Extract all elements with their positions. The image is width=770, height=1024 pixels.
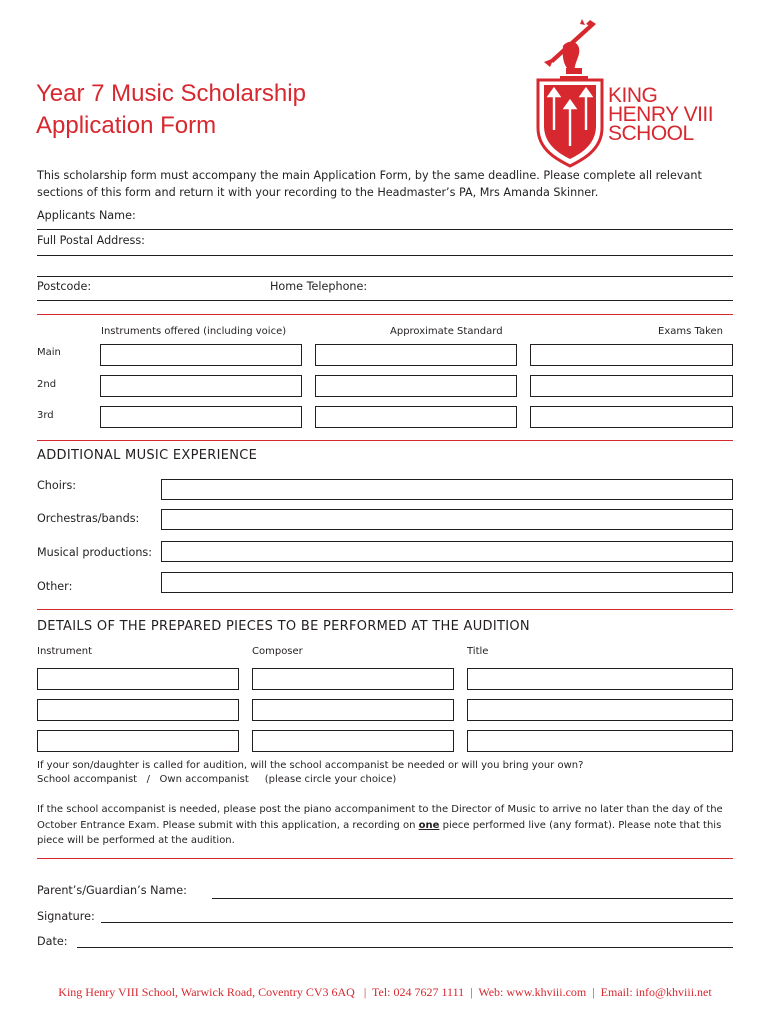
- school-name-line-2: HENRY VIII: [608, 103, 714, 126]
- school-name-line-1: KING: [608, 84, 658, 107]
- school-name-line-3: SCHOOL: [608, 122, 694, 145]
- signature-label: Signature:: [37, 910, 95, 923]
- piece-1-title-input[interactable]: [467, 668, 733, 690]
- other-label: Other:: [37, 580, 73, 593]
- piece-2-title-input[interactable]: [467, 699, 733, 721]
- postal-address-label: Full Postal Address:: [37, 234, 145, 247]
- date-line[interactable]: [77, 947, 733, 948]
- section-divider: [37, 440, 733, 441]
- piece-3-composer-input[interactable]: [252, 730, 454, 752]
- piece-2-instrument-input[interactable]: [37, 699, 239, 721]
- section-divider: [37, 609, 733, 610]
- piece-title-header: Title: [467, 646, 489, 657]
- postcode-telephone-line[interactable]: [37, 300, 733, 301]
- accompaniment-text-part-1: If the school accompanist is needed, please post the piano accompaniment to the Director of Music to arrive no later than the day of the October Entrance Exam. Please submit with this application, a recording on: [37, 804, 723, 831]
- postcode-label: Postcode:: [37, 280, 92, 293]
- guardian-name-line[interactable]: [212, 898, 733, 899]
- choirs-input[interactable]: [161, 479, 733, 500]
- school-name-wordmark: [608, 86, 713, 143]
- guardian-name-label: Parent’s/Guardian’s Name:: [37, 884, 187, 897]
- piece-1-instrument-input[interactable]: [37, 668, 239, 690]
- signature-line[interactable]: [101, 922, 733, 923]
- main-exams-input[interactable]: [530, 344, 733, 366]
- main-standard-input[interactable]: [315, 344, 517, 366]
- title-line-1: Year 7 Music Scholarship: [36, 80, 306, 107]
- second-instrument-input[interactable]: [100, 375, 302, 397]
- piece-1-composer-input[interactable]: [252, 668, 454, 690]
- piece-composer-header: Composer: [252, 646, 303, 657]
- productions-label: Musical productions:: [37, 546, 153, 559]
- prepared-pieces-heading: DETAILS OF THE PREPARED PIECES TO BE PERFORMED AT THE AUDITION: [37, 619, 530, 634]
- intro-paragraph: This scholarship form must accompany the main Application Form, by the same deadline. Please complete all relevant sections of this form and return it with your recording to the Headmaster’s PA, Mrs Amanda Skinner.: [37, 169, 702, 199]
- standard-col-header: Approximate Standard: [390, 326, 503, 337]
- crest-shield-icon: [538, 80, 602, 166]
- section-divider: [37, 314, 733, 315]
- piece-2-composer-input[interactable]: [252, 699, 454, 721]
- section-divider: [37, 858, 733, 859]
- accompanist-options[interactable]: School accompanist / Own accompanist (please circle your choice): [37, 774, 397, 785]
- postal-address-line-2[interactable]: [37, 276, 733, 277]
- applicant-name-label: Applicants Name:: [37, 209, 136, 222]
- instrument-row-label-3rd: 3rd: [37, 410, 54, 421]
- choirs-label: Choirs:: [37, 479, 77, 492]
- page-title: [36, 78, 366, 142]
- third-exams-input[interactable]: [530, 406, 733, 428]
- second-exams-input[interactable]: [530, 375, 733, 397]
- date-label: Date:: [37, 935, 68, 948]
- piece-3-title-input[interactable]: [467, 730, 733, 752]
- crest-bird-icon: [544, 19, 596, 81]
- third-standard-input[interactable]: [315, 406, 517, 428]
- third-instrument-input[interactable]: [100, 406, 302, 428]
- accompaniment-text-part-2: piece performed live (any format). Please note that this piece will be performed at the audition.: [37, 819, 722, 846]
- second-standard-input[interactable]: [315, 375, 517, 397]
- instrument-row-label-2nd: 2nd: [37, 379, 57, 390]
- exams-col-header: Exams Taken: [658, 326, 723, 337]
- piece-instrument-header: Instrument: [37, 646, 93, 657]
- applicant-name-line[interactable]: [37, 229, 733, 230]
- orchestras-label: Orchestras/bands:: [37, 512, 140, 525]
- piece-3-instrument-input[interactable]: [37, 730, 239, 752]
- footer-contact: King Henry VIII School, Warwick Road, Coventry CV3 6AQ | Tel: 024 7627 1111 | Web: www.khviii.com | Email: info@khviii.net: [58, 985, 712, 999]
- accompaniment-emphasis: one: [418, 819, 440, 831]
- productions-input[interactable]: [161, 541, 733, 562]
- postal-address-line-1[interactable]: [37, 255, 733, 256]
- other-input[interactable]: [161, 572, 733, 593]
- home-telephone-label: Home Telephone:: [270, 280, 368, 293]
- accompaniment-instructions: [37, 802, 737, 849]
- main-instrument-input[interactable]: [100, 344, 302, 366]
- orchestras-input[interactable]: [161, 509, 733, 530]
- instruments-col-header: Instruments offered (including voice): [101, 326, 287, 337]
- instrument-row-label-main: Main: [37, 347, 61, 358]
- additional-experience-heading: ADDITIONAL MUSIC EXPERIENCE: [37, 448, 258, 463]
- accompanist-question: If your son/daughter is called for audition, will the school accompanist be needed or will you bring your own?: [37, 760, 584, 771]
- title-line-2: Application Form: [36, 112, 217, 139]
